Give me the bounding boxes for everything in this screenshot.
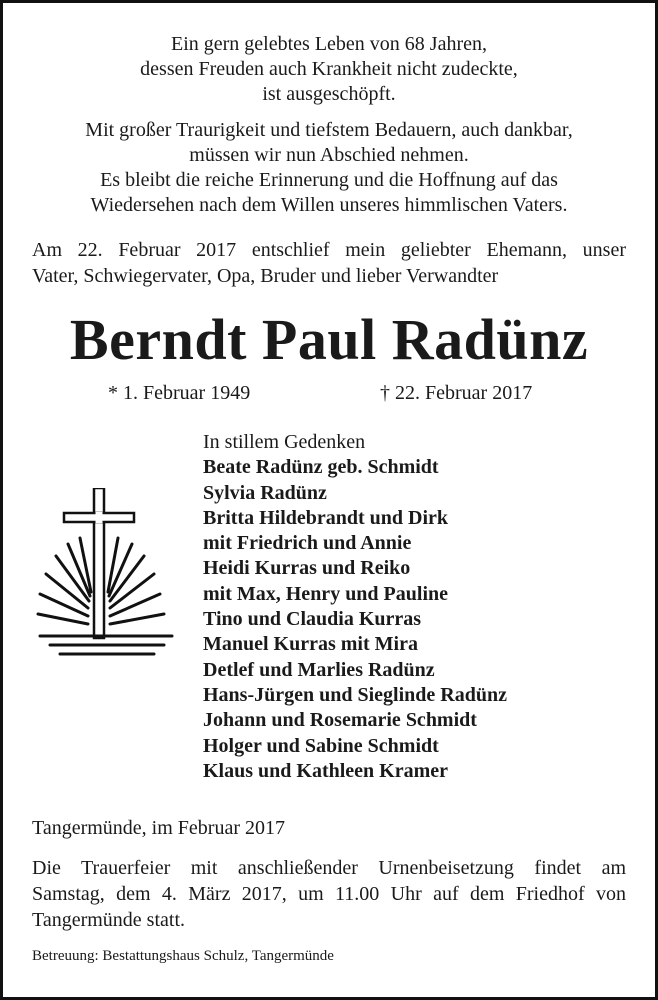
opening-verse: [0, 32, 658, 107]
birth-date: * 1. Februar 1949: [108, 382, 251, 404]
mourner: Johann und Rosemarie Schmidt: [203, 709, 477, 732]
mourner: mit Friedrich und Annie: [203, 532, 412, 555]
mourner: Manuel Kurras mit Mira: [203, 633, 418, 656]
cross-sunrise-icon: [36, 488, 176, 663]
mourner: Holger und Sabine Schmidt: [203, 734, 439, 757]
funeral-line: Samstag, dem 4. März 2017, um 11.00 Uhr auf dem Friedhof von: [32, 883, 626, 905]
verse-line: Mit großer Traurigkeit und tiefstem Bedauern, auch dankbar,: [85, 119, 573, 141]
mourners-list: [203, 430, 507, 784]
verse-line: dessen Freuden auch Krankheit nicht zudeckte,: [140, 58, 518, 80]
mourner: Hans-Jürgen und Sieglinde Radünz: [203, 683, 507, 706]
deceased-name: Berndt Paul Radünz: [69, 307, 589, 372]
mourner: Tino und Claudia Kurras: [203, 608, 422, 631]
mourners-intro: In stillem Gedenken: [203, 431, 366, 453]
farewell-verse: [0, 118, 658, 218]
verse-line: ist ausgeschöpft.: [262, 83, 396, 105]
announcement-line: Am 22. Februar 2017 entschlief mein geliebter Ehemann, unser: [32, 239, 626, 261]
mourner: Britta Hildebrandt und Dirk: [203, 506, 449, 529]
funeral-info: [32, 855, 626, 933]
verse-line: müssen wir nun Abschied nehmen.: [189, 144, 469, 166]
funeral-line: Die Trauerfeier mit anschließender Urnenbeisetzung findet am: [32, 857, 626, 879]
funeral-line: Tangermünde statt.: [32, 909, 185, 931]
verse-line: Es bleibt die reiche Erinnerung und die Hoffnung auf das: [100, 169, 558, 191]
mourner: Klaus und Kathleen Kramer: [203, 759, 449, 782]
mourner: Heidi Kurras und Reiko: [203, 557, 411, 580]
announcement-line: Vater, Schwiegervater, Opa, Bruder und lieber Verwandter: [32, 265, 499, 287]
place-date: Tangermünde, im Februar 2017: [32, 817, 285, 839]
verse-line: Wiedersehen nach dem Willen unseres himmlischen Vaters.: [90, 194, 568, 216]
funeral-home-credit: Betreuung: Bestattungshaus Schulz, Tangermünde: [32, 948, 334, 964]
mourner: Beate Radünz geb. Schmidt: [203, 456, 439, 479]
verse-line: Ein gern gelebtes Leben von 68 Jahren,: [170, 33, 487, 55]
death-announcement: [32, 237, 626, 289]
death-date: † 22. Februar 2017: [380, 382, 533, 404]
mourner: Sylvia Radünz: [203, 481, 327, 504]
mourner: Detlef und Marlies Radünz: [203, 658, 435, 681]
mourner: mit Max, Henry und Pauline: [203, 582, 449, 605]
